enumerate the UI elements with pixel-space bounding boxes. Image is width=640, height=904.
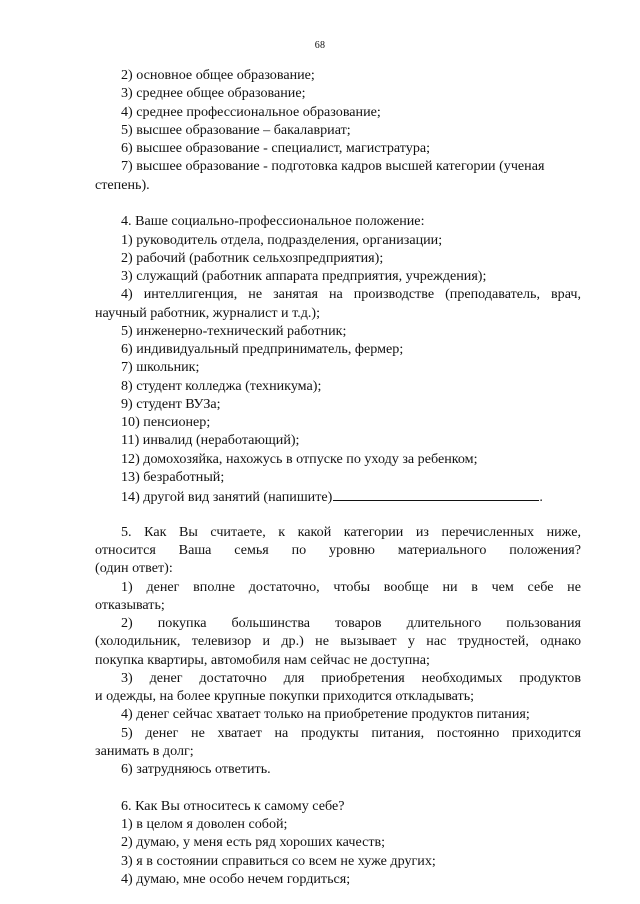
q4-option: 13) безработный;: [121, 468, 225, 485]
spacer: [95, 194, 581, 213]
q4-option-continuation: научный работник, журналист и т.д.);: [95, 304, 321, 321]
q5-block: [95, 523, 581, 779]
q6-option: 3) я в состоянии справиться со всем не хуже других;: [121, 852, 436, 869]
q5-option: 3) денег достаточно для приобретения необходимых продуктов: [121, 669, 581, 686]
document-body: [95, 66, 581, 888]
q4-option: 1) руководитель отдела, подразделения, организации;: [121, 231, 443, 248]
q4-option: 5) инженерно-технический работник;: [121, 322, 347, 339]
q4-option: 12) домохозяйка, нахожусь в отпуске по уходу за ребенком;: [121, 450, 478, 467]
q6-title: 6. Как Вы относитесь к самому себе?: [121, 797, 345, 814]
q5-option: 5) денег не хватает на продукты питания, постоянно приходится: [121, 724, 581, 741]
q5-option-continuation: покупка квартиры, автомобиля нам сейчас не доступна;: [95, 651, 430, 668]
q5-option-continuation: (холодильник, телевизор и др.) не вызывает у нас трудностей, однако: [95, 633, 581, 650]
q4-title: 4. Ваше социально-профессиональное положение:: [121, 213, 425, 230]
q3-option: 3) среднее общее образование;: [121, 85, 306, 102]
q6-option: 1) в целом я доволен собой;: [121, 816, 288, 832]
q5-title-continuation: (один ответ):: [95, 560, 173, 577]
q3-option-continuation: степень).: [95, 176, 150, 193]
q5-title-continuation: относится Ваша семья по уровню материального положения?: [95, 542, 581, 558]
q5-option: 6) затрудняюсь ответить.: [121, 761, 271, 777]
q4-option: 10) пенсионер;: [121, 414, 211, 430]
q4-block: [95, 212, 581, 504]
q3-option: 2) основное общее образование;: [121, 67, 315, 83]
q4-option: 11) инвалид (неработающий);: [121, 432, 300, 449]
q4-option: 7) школьник;: [121, 359, 200, 376]
q3-option: 6) высшее образование - специалист, магистратура;: [121, 140, 431, 156]
q5-option-continuation: и одежды, на более крупные покупки приходится откладывать;: [95, 688, 475, 704]
q6-block: [95, 797, 581, 888]
q5-option: 2) покупка большинства товаров длительного пользования: [121, 615, 581, 631]
q6-option: 4) думаю, мне особо нечем гордиться;: [121, 870, 351, 887]
q3-options: [95, 66, 581, 194]
q5-option: 4) денег сейчас хватает только на приобретение продуктов питания;: [121, 706, 530, 723]
q4-other-end: .: [539, 489, 543, 505]
q4-option: 4) интеллигенция, не занятая на производстве (преподаватель, врач,: [121, 286, 581, 303]
q4-option: 3) служащий (работник аппарата предприятия, учреждения);: [121, 268, 487, 284]
page-number: 68: [314, 40, 326, 51]
q4-option: 9) студент ВУЗа;: [121, 395, 221, 412]
write-in-line: [333, 486, 539, 501]
q4-option-other: [95, 486, 581, 504]
q4-option: 8) студент колледжа (техникума);: [121, 377, 322, 394]
q3-option: 4) среднее профессиональное образование;: [121, 103, 381, 120]
q4-other-label: 14) другой вид занятий (напишите): [121, 489, 333, 505]
q3-option: 5) высшее образование – бакалавриат;: [121, 121, 351, 138]
spacer: [95, 778, 581, 797]
q6-option: 2) думаю, у меня есть ряд хороших качеств;: [121, 834, 386, 851]
q5-option-continuation: занимать в долг;: [95, 742, 194, 759]
q3-option: 7) высшее образование - подготовка кадров высшей категории (ученая: [121, 158, 545, 175]
q5-option: 1) денег вполне достаточно, чтобы вообще ни в чем себе не: [121, 578, 581, 595]
spacer: [95, 504, 581, 523]
q5-title: 5. Как Вы считаете, к какой категории из перечисленных ниже,: [121, 523, 581, 540]
q5-option-continuation: отказывать;: [95, 596, 165, 613]
q4-option: 6) индивидуальный предприниматель, фермер;: [121, 341, 404, 357]
q4-option: 2) рабочий (работник сельхозпредприятия);: [121, 249, 384, 266]
